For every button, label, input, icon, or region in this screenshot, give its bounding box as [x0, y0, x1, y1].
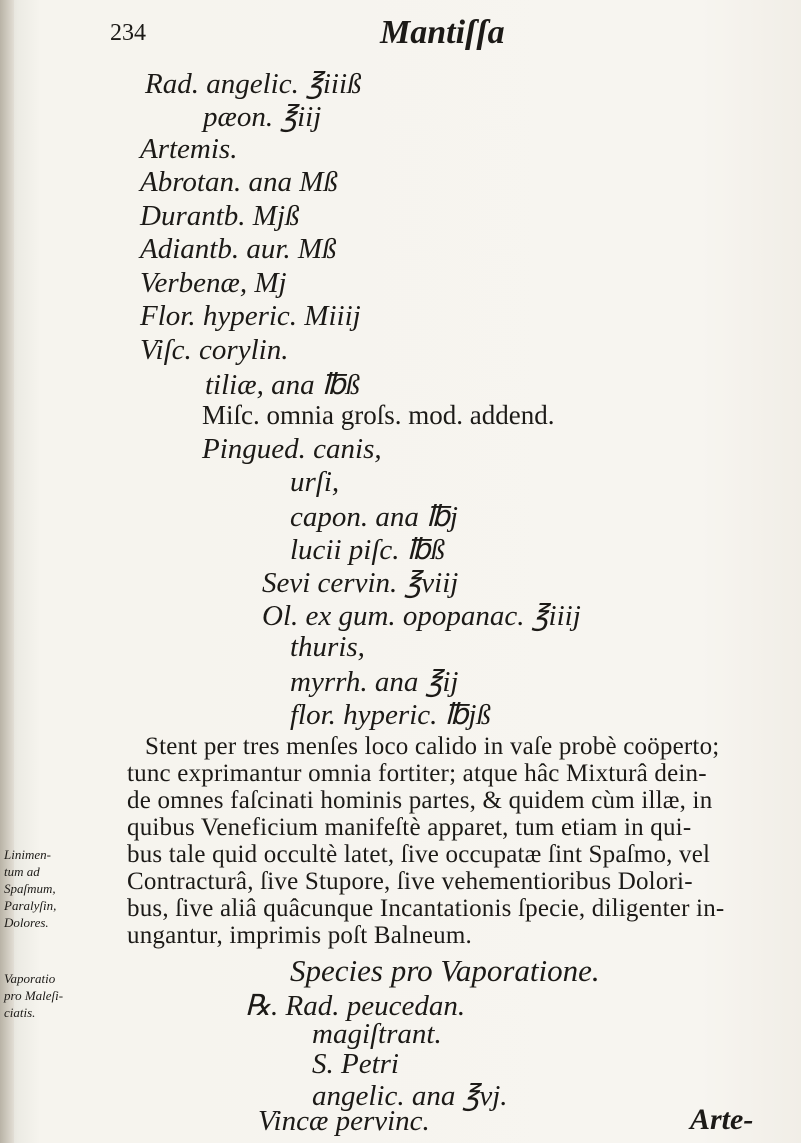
recipe-line: Artemis.: [140, 133, 238, 165]
recipe-line: Verbenæ, Mj: [140, 267, 287, 299]
recipe-line: tiliæ, ana ℔ß: [205, 369, 361, 401]
recipe-line: Durantb. Mjß: [140, 200, 300, 232]
recipe-line: angelic. ana ℥vj.: [312, 1080, 508, 1112]
page-number: 234: [110, 20, 146, 46]
catchword: Arte-: [690, 1103, 754, 1136]
recipe-line: magiſtrant.: [312, 1018, 442, 1050]
recipe-line: Rad. angelic. ℥iiiß: [145, 68, 362, 100]
margin-line: Spaſmum,: [4, 881, 56, 896]
paragraph-line: Contracturâ, ſive Stupore, ſive vehementioribus Dolori-: [127, 868, 693, 895]
recipe-line: S. Petri: [312, 1048, 399, 1080]
recipe-line: lucii piſc. ℔ß: [290, 534, 445, 566]
recipe-line: pæon. ℥iij: [203, 101, 322, 133]
margin-line: Paralyſin,: [4, 898, 57, 913]
marginal-note-vaporatio: [4, 970, 63, 1021]
recipe-line: Flor. hyperic. Miiij: [140, 300, 361, 332]
recipe-line: ℞. Rad. peucedan.: [245, 990, 466, 1022]
recipe-line: Sevi cervin. ℥viij: [262, 567, 459, 599]
paragraph-line: de omnes faſcinati hominis partes, & quidem cùm illæ, in: [127, 787, 713, 814]
recipe-line: capon. ana ℔j: [290, 501, 458, 533]
recipe-line: urſi,: [290, 466, 340, 498]
recipe-line: flor. hyperic. ℔jß: [290, 699, 491, 731]
marginal-note-liniment: [4, 846, 56, 931]
margin-line: ciatis.: [4, 1005, 36, 1020]
paragraph-line: tunc exprimantur omnia fortiter; atque hâc Mixturâ dein-: [127, 760, 707, 787]
margin-line: Linimen-: [4, 847, 51, 862]
margin-line: pro Maleſi-: [4, 988, 64, 1003]
running-title: Mantiſſa: [380, 14, 505, 51]
paragraph-line: quibus Veneficium manifeſtè apparet, tum etiam in qui-: [127, 814, 692, 841]
margin-line: Vaporatio: [4, 971, 56, 986]
paragraph-line: ungantur, imprimis poſt Balneum.: [127, 922, 472, 949]
margin-line: Dolores.: [4, 915, 49, 930]
margin-line: tum ad: [4, 864, 40, 879]
recipe-line: Vincæ pervinc.: [258, 1105, 430, 1137]
recipe-line: Ol. ex gum. opopanac. ℥iiij: [262, 600, 581, 632]
recipe-line: myrrh. ana ℥ij: [290, 666, 459, 698]
section-heading: Species pro Vaporatione.: [290, 953, 600, 988]
paragraph-line: bus, ſive aliâ quâcunque Incantationis ſpecie, diligenter in-: [127, 895, 725, 922]
recipe-line: Abrotan. ana Mß: [140, 166, 338, 198]
recipe-line: Adiantb. aur. Mß: [140, 233, 337, 265]
recipe-line: Miſc. omnia groſs. mod. addend.: [202, 400, 555, 430]
paragraph-line: Stent per tres menſes loco calido in vaſe probè coöperto;: [145, 733, 720, 760]
recipe-line: thuris,: [290, 631, 365, 663]
recipe-line: Pingued. canis,: [202, 433, 382, 465]
paragraph-line: bus tale quid occultè latet, ſive occupatæ ſint Spaſmo, vel: [127, 841, 711, 868]
recipe-line: Viſc. corylin.: [140, 334, 289, 366]
